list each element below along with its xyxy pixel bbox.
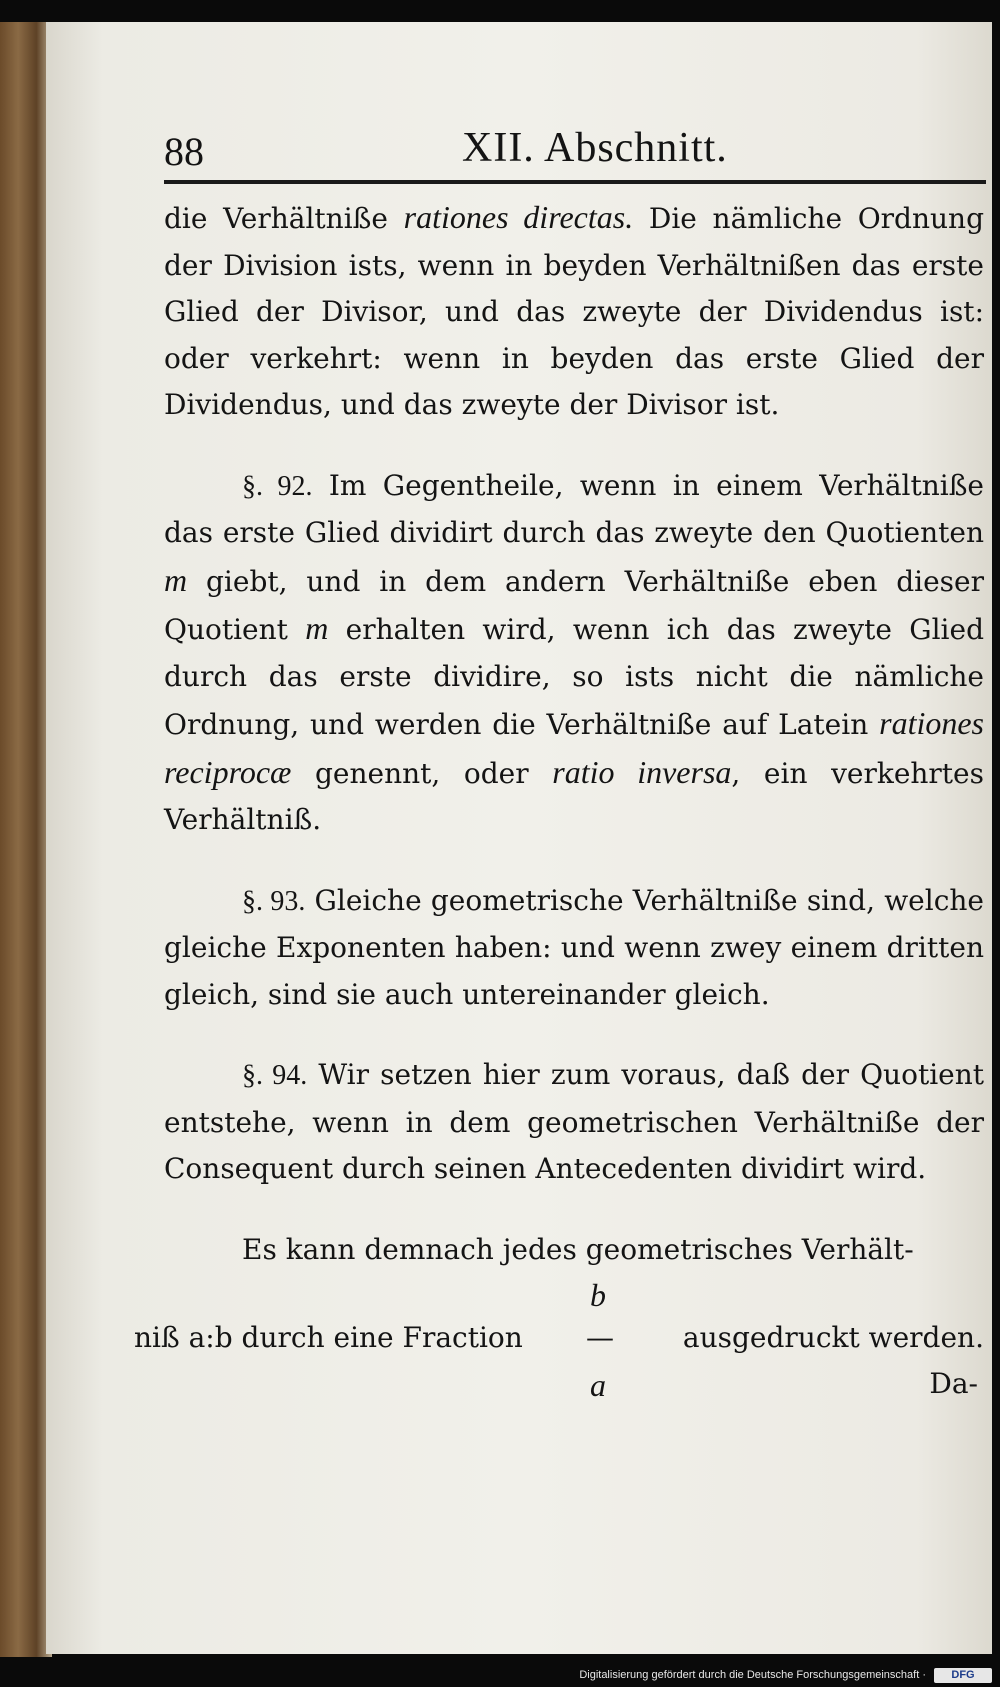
paragraph-92	[164, 463, 984, 844]
running-title: XII. Abschnitt.	[462, 125, 728, 171]
p3-text: Gleiche geometrische Verhältniße sind, welche gleiche Exponenten haben: und wenn zwey einem dritten gleich, sind sie auch untereinander gleich.	[164, 883, 984, 1011]
p2-latin-term-2: ratio inversa	[552, 753, 732, 790]
book-edge	[0, 22, 52, 1657]
p1-text-a: die Verhältniße	[164, 202, 404, 235]
fraction-line	[134, 1277, 984, 1403]
section-number-93: §. 93.	[242, 885, 306, 917]
fraction-bar: —	[586, 1321, 614, 1354]
paragraph-93	[164, 878, 984, 1019]
catchword: Da-	[929, 1367, 978, 1400]
header-rule	[164, 180, 986, 184]
p2-text-b: giebt, und in dem andern Verhältniße eben dieser Quotient	[164, 564, 984, 646]
p2-text-a: Im Gegentheile, wenn in einem Verhältniße das erste Glied dividirt durch das zweyte den Quotienten	[164, 468, 985, 549]
dfg-logo: DFG	[934, 1668, 992, 1683]
p2-text-d: genennt, oder	[291, 756, 553, 790]
body-text	[164, 194, 984, 1273]
fraction-line-left-text: niß a:b durch eine Fraction	[134, 1321, 523, 1354]
p2-text-c: erhalten wird, wenn ich das zweyte Glied durch das erste dividire, so ists nicht die nämliche Ordnung, und werden die Verhältniße auf Latein	[164, 613, 985, 741]
p4-text: Wir setzen hier zum voraus, daß der Quotient entstehe, wenn in dem geometrischen Verhältniße der Consequent durch seinen Antecedenten dividirt wird.	[164, 1058, 985, 1185]
fraction-numerator: b	[590, 1277, 606, 1313]
paragraph-1	[164, 194, 984, 429]
p1-text-b: Die nämliche Ordnung der Division ists, wenn in beyden Verhältnißen das erste Glied der Divisor, und das zweyte der Dividendus ist: oder verkehrt: wenn in beyden das erste Glied der Dividendus, und das zweyte der Divisor ist.	[164, 202, 985, 421]
book-page	[46, 22, 992, 1654]
fraction-denominator: a	[590, 1367, 606, 1403]
fraction-line-right-text: ausgedruckt werden.	[682, 1321, 984, 1354]
p2-variable-m2: m	[305, 610, 329, 646]
running-head	[164, 110, 984, 188]
section-number-92: §. 92.	[242, 470, 313, 502]
paragraph-5	[164, 1227, 984, 1274]
p2-variable-m1: m	[164, 561, 188, 598]
footer-credit: Digitalisierung gefördert durch die Deutsche Forschungsgemeinschaft ·	[579, 1669, 926, 1681]
paragraph-94	[164, 1052, 984, 1193]
p1-latin-term: rationes directas.	[403, 199, 634, 235]
page-number: 88	[164, 129, 204, 174]
page-content	[134, 110, 985, 1403]
p2-text-e: , ein verkehrtes Verhältniß.	[164, 756, 984, 836]
p5-text: Es kann demnach jedes geometrisches Verhält-	[242, 1232, 914, 1266]
section-number-94: §. 94.	[242, 1060, 308, 1091]
p2-latin-term-1: rationes reciprocæ	[164, 705, 984, 790]
